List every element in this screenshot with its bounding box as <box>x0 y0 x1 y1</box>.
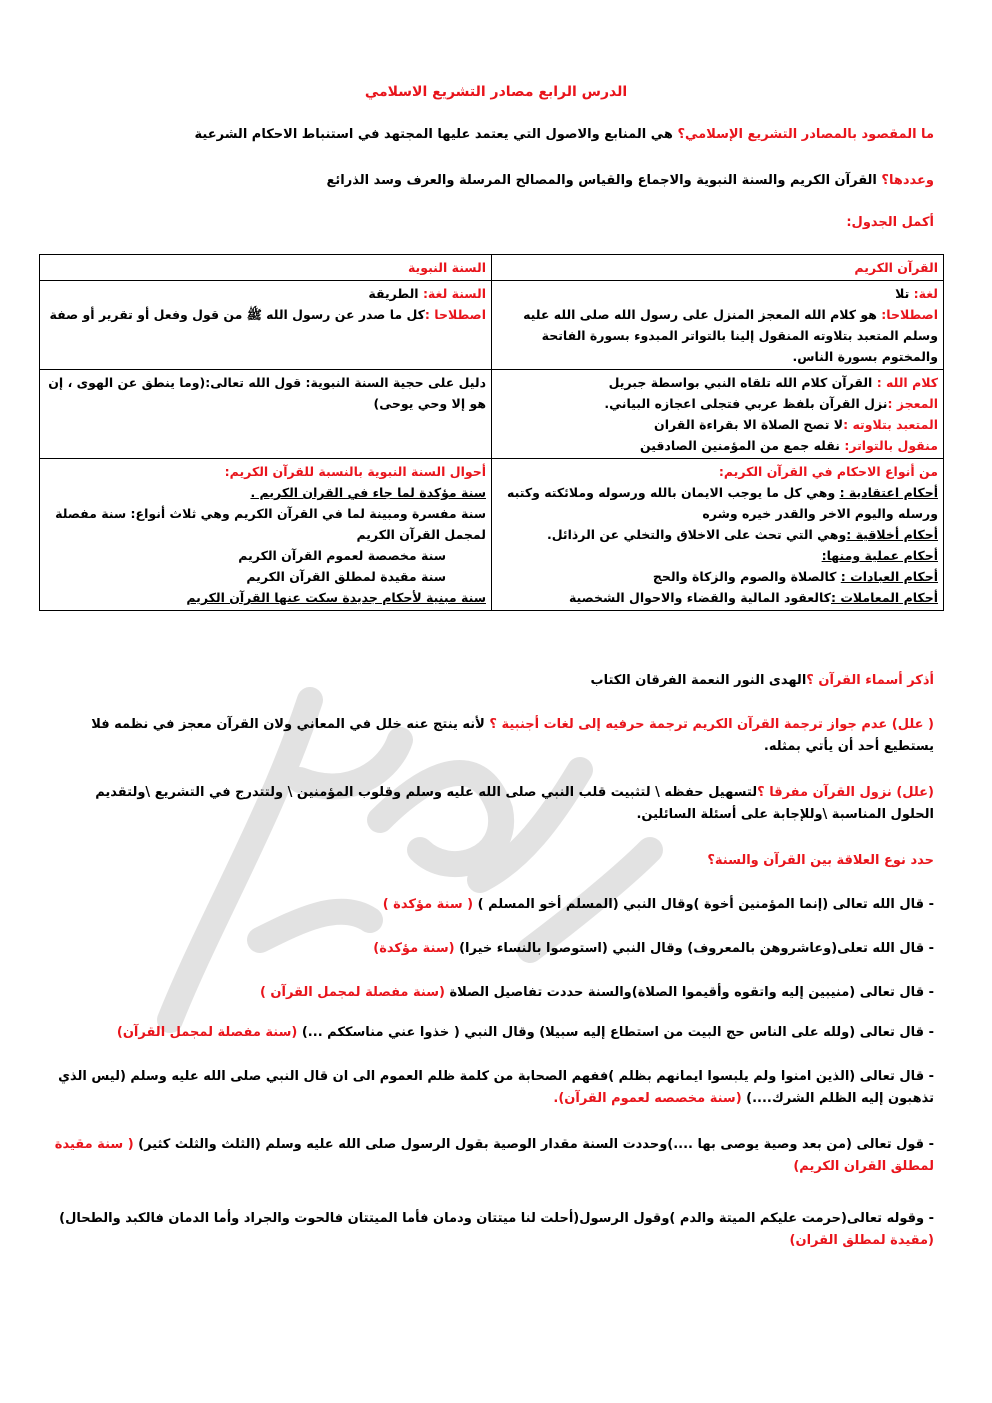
example-item <box>48 1066 934 1110</box>
term-text: نزل القرآن بلفظ عربي فتجلى اعجازه البياني. <box>604 396 888 411</box>
table-row <box>40 370 944 459</box>
sunnah-relations-cell <box>40 459 492 611</box>
quran-lugha-value: تلا <box>895 286 910 301</box>
example-item <box>48 894 934 916</box>
term-label: المعجز : <box>887 396 938 411</box>
relations-heading: أحوال السنة النبوية بالنسبة للقرآن الكريم: <box>224 464 486 479</box>
term-text: نقله جمع من المؤمنين الصادقين <box>639 438 845 453</box>
example-text: - قال تعالى (ولله على الناس حج البيت من استطاع إليه سبيلا) وقال النبي ( خذوا عني مناسككم ...) <box>297 1025 934 1040</box>
relation-item: سنة مؤكدة لما جاء في القران الكريم . <box>250 485 486 500</box>
ruling-label: أحكام أخلاقية : <box>846 527 938 542</box>
sunnah-proof-cell: دليل على حجية السنة النبوية: قول الله تعالى:(وما ينطق عن الهوى ، إن هو إلا وحي يوحى) <box>40 370 492 459</box>
rulings-heading: من أنواع الاحكام في القرآن الكريم: <box>718 464 938 479</box>
example-item <box>48 938 934 960</box>
relation-item: سنة مبنية لأحكام جديدة سكت عنها القرآن الكريم <box>186 590 486 605</box>
translation-question: ( علل) عدم جواز ترجمة القرآن الكريم ترجمة حرفيه إلى لغات أجنبية ؟ <box>489 717 934 732</box>
lesson-title: الدرس الرابع مصادر التشريع الاسلامي <box>364 84 628 100</box>
table-prompt: أكمل الجدول: <box>846 215 934 230</box>
quran-explanation-cell <box>492 370 944 459</box>
example-item <box>48 1022 934 1044</box>
relation-heading: حدد نوع العلاقة بين القرآن والسنة؟ <box>707 853 934 868</box>
translation-item <box>48 714 934 758</box>
sunnah-definition-cell <box>40 281 492 370</box>
example-answer: (سنة مخصصه لعموم القرآن). <box>553 1091 742 1106</box>
term-text: القرآن كلام الله تلقاه النبي بواسطة جبريل <box>608 375 877 390</box>
example-item <box>48 1208 934 1252</box>
sunnah-lugha-label: السنة لغة: <box>422 286 486 301</box>
table-row <box>40 459 944 611</box>
definition-question-label: ما المقصود بالمصادر التشريع الإسلامي؟ <box>677 127 934 142</box>
ruling-label: أحكام اعتقادية : <box>839 485 938 500</box>
term-label: كلام الله : <box>876 375 938 390</box>
example-text: - وقوله تعالى(حرمت عليكم الميتة والدم )وقول الرسول(أحلت لنا ميتتان ودمان فأما الميتتان فالحوت والجراد وأما الدمان فالكبد والطحال) <box>59 1211 934 1226</box>
example-text: - قال الله تعالى (إنما المؤمنين أخوة )وقال النبي (المسلم أخو المسلم ) <box>473 897 934 912</box>
relation-item: سنة مقيدة لمطلق القرآن الكريم <box>246 569 446 584</box>
example-answer: (سنة مؤكدة) <box>373 941 455 956</box>
quran-istilah-label: اصطلاحا: <box>881 307 938 322</box>
sunnah-lugha-value: الطريقة <box>368 286 419 301</box>
ruling-text: كالصلاة والصوم والزكاة والحج <box>652 569 841 584</box>
translation-answer: لأنه ينتج عنه خلل في المعاني ولان القرآن معجز في نظمه فلا يستطيع أحد أن يأتي بمثله. <box>91 717 934 754</box>
example-answer: ( سنة مقيدة لمطلق القران الكريم) <box>54 1137 934 1174</box>
example-item <box>48 1134 934 1178</box>
quran-names-answer: الهدى النور النعمة الفرقان الكتاب <box>590 673 807 688</box>
example-answer: (سنة مفصلة لمجمل القرآن ) <box>259 985 445 1000</box>
ruling-text: وهي التي تحث على الاخلاق والتخلي عن الرذائل. <box>547 527 847 542</box>
term-label: منقول بالتواتر: <box>844 438 938 453</box>
table-header-row <box>40 255 944 281</box>
ruling-label: أحكام المعاملات : <box>830 590 938 605</box>
gradual-revelation-item <box>48 782 934 826</box>
example-text: - قول تعالى (من بعد وصية يوصى بها ....)وحددت السنة مقدار الوصية بقول الرسول صلى الله عليه وسلم (الثلث والثلث كثير) <box>133 1137 934 1152</box>
term-label: المتعبد بتلاوته : <box>843 417 938 432</box>
gradual-question: (علل) نزول القرآن مفرقا ؟ <box>757 785 934 800</box>
example-text: - قال تعالى (منيبين إليه واتقوه وأقيموا الصلاة)والسنة حددت تفاصيل الصلاة <box>444 985 934 1000</box>
sources-count-question <box>48 170 934 192</box>
quran-lugha-label: لغة: <box>913 286 938 301</box>
example-answer: (مقيدة لمطلق القران) <box>789 1233 934 1248</box>
sources-list: القرآن الكريم والسنة النبوية والاجماع والقياس والمصالح المرسلة والعرف وسد الذرائع <box>326 173 877 188</box>
term-text: لا تصح الصلاة الا بقراءة القران <box>654 417 844 432</box>
ruling-label: أحكام العبادات : <box>840 569 938 584</box>
quran-istilah-value: هو كلام الله المعجز المنزل على رسول الله صلى الله عليه وسلم المتعبد بتلاوته المنقول إلينا بالتواتر المبدوء بسورة الفاتحة والمختوم بسورة الناس. <box>523 307 938 364</box>
relation-item: سنة مخصصة لعموم القرآن الكريم <box>238 548 446 563</box>
header-quran: القرآن الكريم <box>492 255 944 281</box>
sunnah-istilah-label: اصطلاحا : <box>424 307 486 322</box>
relation-item: سنة مفسرة ومبينة لما في القرآن الكريم وهي ثلاث أنواع: سنة مفصلة لمجمل القرآن الكريم <box>55 506 486 542</box>
example-text: - قال تعالى (الذين امنوا ولم يلبسوا ايمانهم بظلم )ففهم الصحابة من كلمة ظلم العموم الى ان قال النبي صلى الله عليه وسلم (ليس الذي تذهبون إليه الظلم الشرك....) <box>58 1069 934 1106</box>
comparison-table <box>39 254 944 611</box>
definition-answer: هي المنابع والاصول التي يعتمد عليها المجتهد في استنباط الاحكام الشرعية <box>194 127 673 142</box>
quran-names-question: أذكر أسماء القرآن ؟ <box>806 673 934 688</box>
example-item <box>48 982 934 1004</box>
table-row <box>40 281 944 370</box>
sources-count-label: وعددها؟ <box>881 173 934 188</box>
sunnah-istilah-value: كل ما صدر عن رسول الله ﷺ من قول وفعل أو تقرير أو صفة <box>49 307 425 322</box>
quran-rulings-cell <box>492 459 944 611</box>
example-answer: (سنة مفصلة لمجمل القرآن) <box>116 1025 298 1040</box>
ruling-text: وهي كل ما يوجب الايمان بالله ورسوله وملائكته وكتبه ورسله واليوم الاخر والقدر خيره وشره <box>507 485 938 521</box>
ruling-label: أحكام عملية ومنها: <box>821 548 938 563</box>
ruling-text: كالعقود المالية والقضاء والاحوال الشخصية <box>568 590 831 605</box>
example-answer: ( سنة مؤكدة ) <box>382 897 474 912</box>
example-text: - قال الله تعلى(وعاشروهن بالمعروف) وقال النبي (استوصوا بالنساء خيرا) <box>454 941 934 956</box>
gradual-answer: لتسهيل حفظه \ لتثبيت قلب النبي صلى الله عليه وسلم وقلوب المؤمنين \ ولتتدرج في التشريع \ولتقديم الحلول المناسبة \وللإجابة على أسئلة السائلين. <box>95 785 934 822</box>
header-sunnah: السنة النبوية <box>40 255 492 281</box>
definition-question <box>48 124 934 146</box>
quran-names <box>48 670 934 692</box>
quran-definition-cell <box>492 281 944 370</box>
